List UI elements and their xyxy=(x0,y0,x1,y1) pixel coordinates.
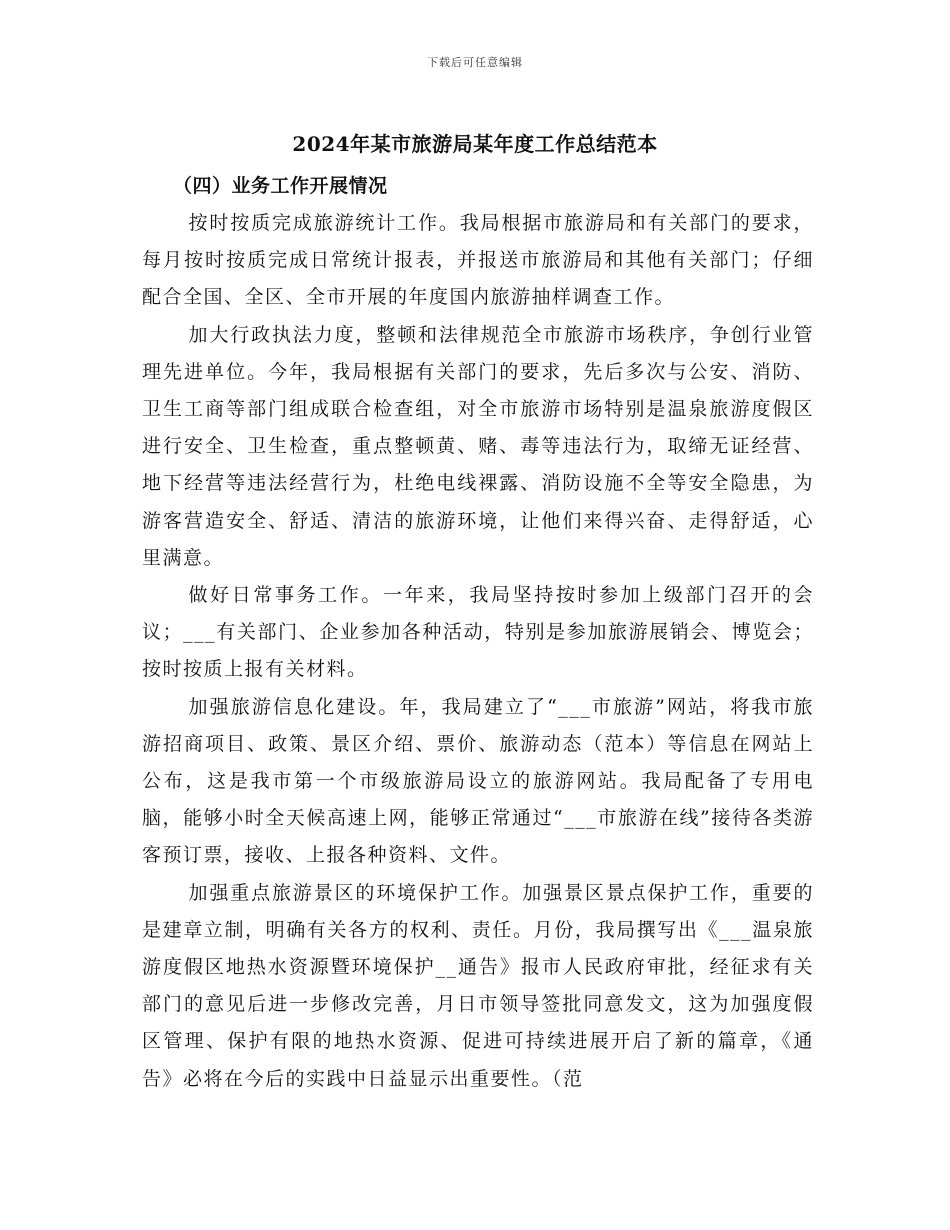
paragraph-law-enforcement: 加大行政执法力度，整顿和法律规范全市旅游市场秩序，争创行业管理先进单位。今年，我局根据有关部门的要求，先后多次与公安、消防、卫生工商等部门组成联合检查组，对全市旅游市场特别是温泉旅游度假区进行安全、卫生检查，重点整顿黄、赌、毒等违法行为，取缔无证经营、地下经营等违法经营行为，杜绝电线裸露、消防设施不全等安全隐患，为游客营造安全、舒适、清洁的旅游环境，让他们来得兴奋、走得舒适，心里满意。 xyxy=(142,323,814,569)
document-body xyxy=(142,168,814,1098)
document-title: 2024年某市旅游局某年度工作总结范本 xyxy=(292,132,658,156)
page-header-note: 下载后可任意编辑 xyxy=(427,56,523,69)
section-heading: （四）业务工作开展情况 xyxy=(173,175,388,197)
paragraph-daily-affairs: 做好日常事务工作。一年来，我局坚持按时参加上级部门召开的会议；___有关部门、企业参加各种活动，特别是参加旅游展销会、博览会；按时按质上报有关材料。 xyxy=(142,584,814,681)
paragraph-informatization: 加强旅游信息化建设。年，我局建立了“___市旅游”网站，将我市旅游招商项目、政策、景区介绍、票价、旅游动态（范本）等信息在网站上公布，这是我市第一个市级旅游局设立的旅游网站。我局配备了专用电脑，能够小时全天候高速上网，能够正常通过“___市旅游在线”接待各类游客预订票，接收、上报各种资料、文件。 xyxy=(142,695,814,867)
paragraph-environment: 加强重点旅游景区的环境保护工作。加强景区景点保护工作，重要的是建章立制，明确有关各方的权利、责任。月份，我局撰写出《___温泉旅游度假区地热水资源暨环境保护__通告》报市人民政府审批，经征求有关部门的意见后进一步修改完善，月日市领导签批同意发文，这为加强度假区管理、保护有限的地热水资源、促进可持续进展开启了新的篇章，《通告》必将在今后的实践中日益显示出重要性。（范 xyxy=(142,881,814,1090)
paragraph-statistics: 按时按质完成旅游统计工作。我局根据市旅游局和有关部门的要求，每月按时按质完成日常统计报表，并报送市旅游局和其他有关部门；仔细配合全国、全区、全市开展的年度国内旅游抽样调查工作。 xyxy=(142,212,814,309)
